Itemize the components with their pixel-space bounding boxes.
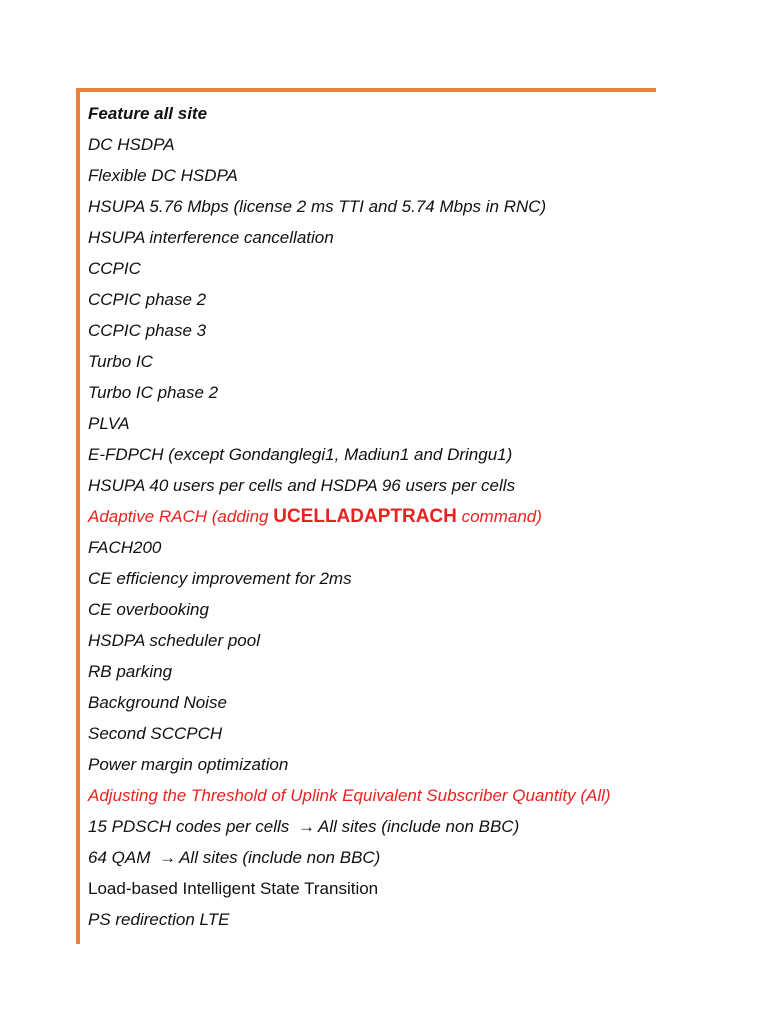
adaptive-rach-suffix: command) bbox=[456, 507, 542, 526]
pdsch-suffix: All sites (include non BBC) bbox=[317, 817, 520, 836]
feature-item: Flexible DC HSDPA bbox=[88, 166, 238, 185]
qam-prefix: 64 QAM bbox=[88, 848, 156, 867]
feature-item: HSUPA 5.76 Mbps (license 2 ms TTI and 5.74 Mbps in RNC) bbox=[88, 197, 547, 216]
adaptive-rach-prefix: Adaptive RACH (adding bbox=[88, 507, 274, 526]
feature-item: CCPIC phase 2 bbox=[88, 290, 207, 309]
feature-item: CCPIC phase 3 bbox=[88, 321, 207, 340]
feature-item-qam bbox=[88, 842, 748, 873]
feature-list bbox=[88, 98, 748, 935]
feature-item-pdsch bbox=[88, 811, 748, 842]
feature-item: Turbo IC phase 2 bbox=[88, 383, 219, 402]
feature-item: Second SCCPCH bbox=[88, 724, 223, 743]
feature-item: CE efficiency improvement for 2ms bbox=[88, 569, 352, 588]
pdsch-prefix: 15 PDSCH codes per cells bbox=[88, 817, 294, 836]
feature-item: HSUPA interference cancellation bbox=[88, 228, 334, 247]
right-arrow-icon: → bbox=[159, 848, 177, 867]
feature-heading: Feature all site bbox=[88, 104, 208, 123]
feature-item: FACH200 bbox=[88, 538, 162, 557]
adaptive-rach-command: UCELLADAPTRACH bbox=[273, 506, 457, 527]
feature-item: Background Noise bbox=[88, 693, 227, 712]
feature-item: Power margin optimization bbox=[88, 755, 289, 774]
feature-item: HSUPA 40 users per cells and HSDPA 96 users per cells bbox=[88, 476, 516, 495]
feature-item: PLVA bbox=[88, 414, 130, 433]
feature-item: Turbo IC bbox=[88, 352, 153, 371]
feature-item-ps-redirection: PS redirection LTE bbox=[88, 910, 230, 929]
feature-item: HSDPA scheduler pool bbox=[88, 631, 260, 650]
feature-item-load-based: Load-based Intelligent State Transition bbox=[88, 879, 379, 898]
qam-suffix: All sites (include non BBC) bbox=[179, 848, 381, 867]
feature-item-adaptive-rach bbox=[88, 501, 748, 532]
feature-item: DC HSDPA bbox=[88, 135, 175, 154]
feature-item: E-FDPCH (except Gondanglegi1, Madiun1 and Dringu1) bbox=[88, 445, 513, 464]
feature-item: CCPIC bbox=[88, 259, 141, 278]
feature-item: RB parking bbox=[88, 662, 173, 681]
feature-item: CE overbooking bbox=[88, 600, 209, 619]
feature-item-threshold: Adjusting the Threshold of Uplink Equivalent Subscriber Quantity (All) bbox=[88, 786, 611, 805]
right-arrow-icon: → bbox=[297, 817, 315, 836]
